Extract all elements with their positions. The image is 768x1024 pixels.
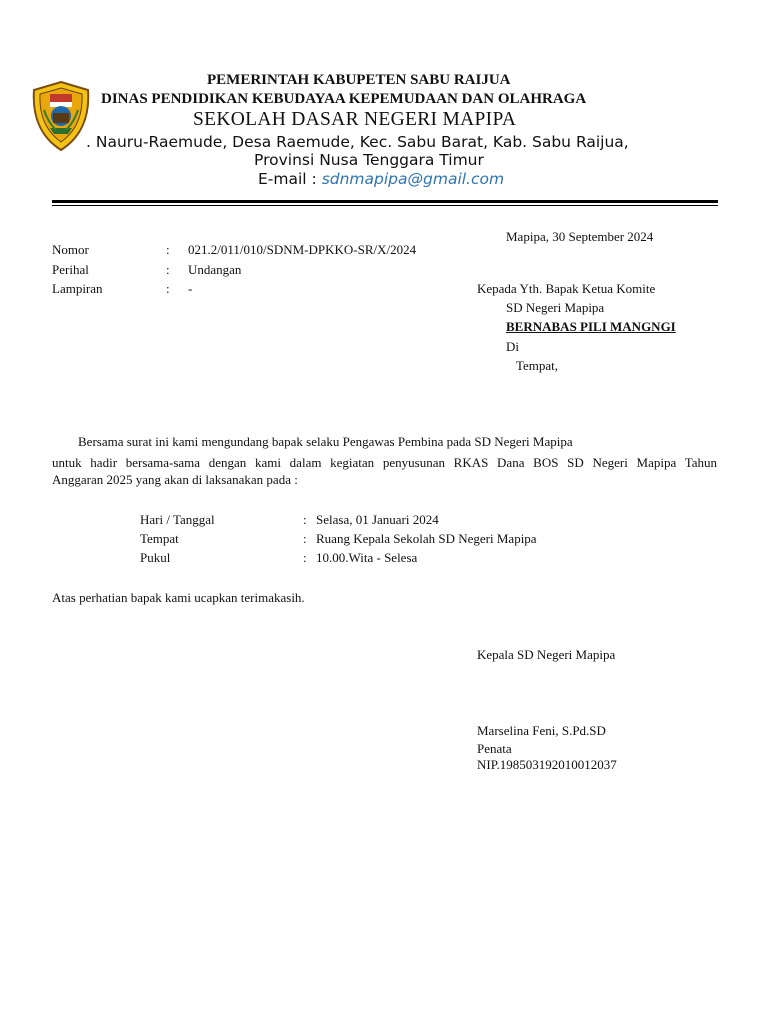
- recipient-line4: Di: [506, 339, 519, 354]
- signature-name: Marselina Feni, S.Pd.SD: [477, 723, 606, 738]
- letterhead-government: PEMERINTAH KABUPETEN SABU RAIJUA: [207, 72, 511, 88]
- perihal-colon: :: [166, 262, 170, 277]
- detail-label-time: Pukul: [140, 550, 171, 565]
- detail-value-date: Selasa, 01 Januari 2024: [316, 512, 439, 527]
- recipient-line5: Tempat,: [516, 358, 559, 373]
- letterhead-rule-thin: [52, 205, 718, 206]
- detail-label-place: Tempat: [140, 531, 179, 546]
- perihal-label: Perihal: [52, 262, 89, 277]
- detail-value-time: 10.00.Wita - Selesa: [316, 550, 418, 565]
- recipient-line2: SD Negeri Mapipa: [506, 300, 605, 315]
- body-line2-wrap: [52, 453, 717, 473]
- email-link[interactable]: sdnmapipa@gmail.com: [321, 170, 505, 188]
- detail-colon-place: :: [303, 531, 307, 546]
- closing-text: Atas perhatian bapak kami ucapkan terimakasih.: [52, 590, 305, 605]
- nomor-value: 021.2/011/010/SDNM-DPKKO-SR/X/2024: [188, 242, 417, 257]
- letter-date: Mapipa, 30 September 2024: [506, 229, 654, 244]
- nomor-colon: :: [166, 242, 170, 257]
- letterhead-address: . Nauru-Raemude, Desa Raemude, Kec. Sabu Barat, Kab. Sabu Raijua,: [86, 133, 629, 151]
- letterhead-province: Provinsi Nusa Tenggara Timur: [254, 151, 484, 169]
- lampiran-colon: :: [166, 281, 170, 296]
- detail-label-date: Hari / Tanggal: [140, 512, 215, 527]
- detail-colon-date: :: [303, 512, 307, 527]
- detail-colon-time: :: [303, 550, 307, 565]
- letterhead-department: DINAS PENDIDIKAN KEBUDAYAA KEPEMUDAAN DAN OLAHRAGA: [101, 91, 587, 107]
- lampiran-label: Lampiran: [52, 281, 103, 296]
- body-line3: Anggaran 2025 yang akan di laksanakan pada :: [52, 472, 298, 487]
- regency-emblem-icon: [28, 80, 94, 152]
- signature-title: Kepala SD Negeri Mapipa: [477, 647, 616, 662]
- email-label: E-mail :: [258, 170, 317, 188]
- body-line2: untuk hadir bersama-sama dengan kami dalam kegiatan penyusunan RKAS Dana BOS SD Negeri Mapipa Tahun: [52, 455, 717, 470]
- recipient-name: BERNABAS PILI MANGNGI: [506, 319, 676, 334]
- signature-nip: NIP.198503192010012037: [477, 757, 617, 772]
- detail-value-place: Ruang Kepala Sekolah SD Negeri Mapipa: [316, 531, 537, 546]
- body-line1: Bersama surat ini kami mengundang bapak selaku Pengawas Pembina pada SD Negeri Mapipa: [78, 434, 573, 449]
- lampiran-value: -: [188, 281, 193, 296]
- letterhead-school-name: SEKOLAH DASAR NEGERI MAPIPA: [193, 109, 517, 130]
- letterhead-rule-thick: [52, 200, 718, 203]
- signature-rank: Penata: [477, 741, 512, 756]
- nomor-label: Nomor: [52, 242, 89, 257]
- recipient-line1: Kepada Yth. Bapak Ketua Komite: [477, 281, 656, 296]
- perihal-value: Undangan: [188, 262, 242, 277]
- letterhead-email-line: [258, 170, 504, 188]
